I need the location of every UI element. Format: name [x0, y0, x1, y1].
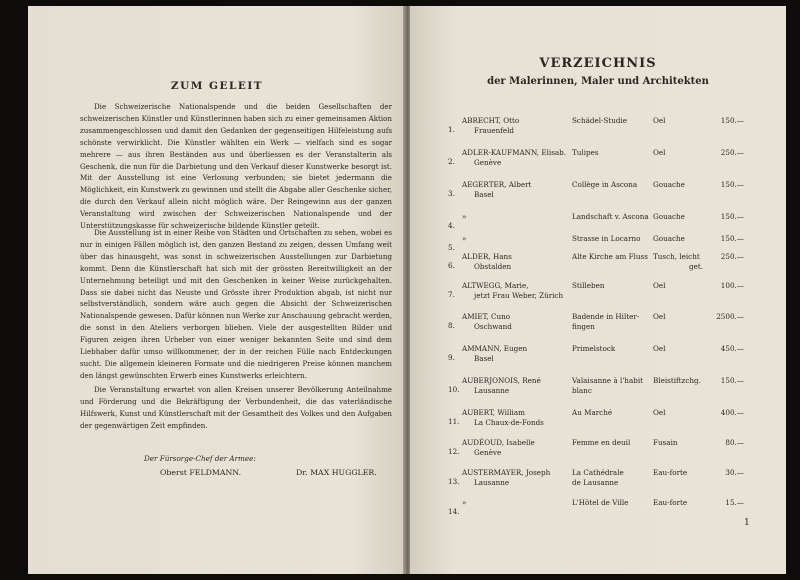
entry-price — [696, 148, 744, 158]
entry-title — [572, 234, 654, 244]
entry-artist — [462, 116, 578, 135]
artist-entry — [410, 344, 786, 372]
entry-price — [696, 438, 744, 448]
entry-number-text: 12. — [448, 447, 460, 456]
artist-place: Genève — [474, 157, 502, 167]
price-value: 150.— — [720, 116, 744, 125]
signature-huggler: Dr. MAX HUGGLER. — [296, 468, 377, 477]
signature-label: Der Fürsorge-Chef der Armee: — [144, 454, 256, 463]
artwork-title: Au Marché — [572, 408, 613, 417]
artist-entry — [410, 312, 786, 340]
artist-name: » — [462, 234, 467, 243]
entry-title — [572, 312, 654, 331]
artwork-title: Tulipes — [572, 148, 599, 157]
entry-number — [448, 290, 455, 300]
technique: Gouache — [653, 234, 685, 243]
entry-title — [572, 116, 654, 126]
artwork-title: Landschaft v. Ascona — [572, 212, 649, 221]
entry-title — [572, 376, 654, 395]
technique: Oel — [653, 281, 666, 290]
entry-title — [572, 281, 654, 291]
technique: Tusch, leicht — [653, 252, 700, 261]
entry-number — [448, 447, 459, 457]
entry-artist — [462, 312, 578, 331]
entry-number — [448, 125, 455, 135]
entry-number — [448, 189, 455, 199]
entry-price — [696, 498, 744, 508]
entry-number-text: 1. — [448, 125, 455, 134]
price-value: 450.— — [720, 344, 744, 353]
price-value: 150.— — [720, 212, 744, 221]
left-page — [28, 6, 407, 574]
index-subtitle: der Malerinnen, Maler und Architekten — [487, 76, 709, 87]
artist-place: Lausanne — [474, 477, 510, 487]
artwork-title-cont: fingen — [572, 321, 595, 331]
artist-entry — [410, 498, 786, 526]
entry-number-text: 8. — [448, 321, 455, 330]
artist-name: ABRECHT, Otto — [462, 116, 520, 125]
artist-entry — [410, 281, 786, 309]
entry-title — [572, 212, 654, 222]
price-value: 150.— — [720, 234, 744, 243]
entry-artist — [462, 468, 578, 487]
artwork-title: Collège in Ascona — [572, 180, 638, 189]
entry-number-text: 13. — [448, 477, 460, 486]
entry-price — [696, 468, 744, 478]
artist-name: » — [462, 212, 467, 221]
artist-name: AEGERTER, Albert — [462, 180, 532, 189]
artist-entry — [410, 376, 786, 404]
artist-place: jetzt Frau Weber, Zürich — [474, 290, 564, 300]
technique: Oel — [653, 148, 666, 157]
entry-title — [572, 408, 654, 418]
price-value: 2500.— — [716, 312, 744, 321]
entry-number — [448, 417, 459, 427]
technique: Eau-forte — [653, 498, 688, 507]
foreword-paragraph-2 — [80, 227, 392, 382]
entry-price — [696, 408, 744, 418]
entry-artist — [462, 234, 578, 244]
entry-number-text: 11. — [448, 417, 460, 426]
artist-place: Obstalden — [474, 261, 512, 271]
paragraph-text: Die Ausstellung ist in einer Reihe von Städten und Ortschaften zu sehen, wobei es nur in einigen Fällen möglich ist, den ganzen Bestand zu zeigen, dessen Umfang weit über das hinausgeht, was sonst in schweizerischen Ausstellungen zur Darbietung kommt. Denn die Künstlerschaft hat sich mit der grössten Bereitwilligkeit an der Unternehmung beteiligt und mit den Geschenken in keiner Weise zurückgehalten. Dass sie dabei nicht das Neuste und Grösste ihrer Produktion abgab, ist nicht nur selbstverständlich, sondern wäre auch gegen die Absicht der Schweizerischen Nationalspende gewesen. Dafür können nun Werke zur Anschauung gebracht werden, die sonst in den Ateliers verborgen blieben. Viele der ausgestellten Bilder und Figuren zeigen ihren Urheber von einer weniger bekannten Seite und sind dem Liebhaber dafür umso willkommener, der in der reichen Fülle nach Entdeckungen sucht. Die allgemein kleineren Formate und die niedrigeren Preise können manchem den längst gewünschten Erwerb eines Kunstwerks erleichtern. — [80, 228, 392, 380]
entry-title — [572, 344, 654, 354]
price-value: 100.— — [720, 281, 744, 290]
entry-number — [448, 385, 459, 395]
entry-price — [696, 234, 744, 244]
entry-artist — [462, 148, 578, 167]
signature-feldmann: Oberst FELDMANN. — [160, 468, 242, 477]
artwork-title: Alte Kirche am Fluss — [572, 252, 648, 261]
right-page — [410, 6, 786, 574]
foreword-paragraph-3 — [80, 384, 392, 432]
foreword-paragraph-1 — [80, 101, 392, 232]
entry-price — [696, 376, 744, 386]
technique: Bleistiftzchg. — [653, 376, 701, 385]
price-value: 30.— — [725, 468, 744, 477]
entry-artist — [462, 252, 578, 271]
entry-number — [448, 353, 455, 363]
entry-title — [572, 498, 654, 508]
entry-number-text: 10. — [448, 385, 460, 394]
artist-place: Lausanne — [474, 385, 510, 395]
artwork-title: Schädel-Studie — [572, 116, 628, 125]
price-value: 15.— — [725, 498, 744, 507]
entry-artist — [462, 408, 578, 427]
entry-price — [696, 212, 744, 222]
entry-artist — [462, 376, 578, 395]
entry-price — [696, 344, 744, 354]
price-value: 250.— — [720, 148, 744, 157]
entry-artist — [462, 498, 578, 508]
artist-place: Oschwand — [474, 321, 512, 331]
technique: Fusain — [653, 438, 678, 447]
artist-entry — [410, 148, 786, 176]
artist-name: AMIET, Cuno — [462, 312, 511, 321]
entry-artist — [462, 180, 578, 199]
price-value: 150.— — [720, 376, 744, 385]
entry-number-text: 6. — [448, 261, 455, 270]
artist-place: La Chaux-de-Fonds — [474, 417, 544, 427]
artist-name: AUSTERMAYER, Joseph — [462, 468, 551, 477]
artwork-title: Femme en deuil — [572, 438, 631, 447]
index-title: VERZEICHNIS — [539, 56, 657, 71]
entry-artist — [462, 212, 578, 222]
artwork-title-cont: de Lausanne — [572, 477, 619, 487]
artwork-title: Primelstock — [572, 344, 616, 353]
entry-title — [572, 468, 654, 487]
artist-entry — [410, 116, 786, 144]
artist-entry — [410, 252, 786, 280]
paragraph-text: Die Schweizerische Nationalspende und die beiden Gesellschaften der schweizerischen Künstler und Künstlerinnen haben sich zu einer gemeinsamen Aktion zusammengeschlossen und damit den Gedanken der gegenseitigen Hilfeleistung aufs schönste verwirklicht. Die Künstler wählten ein Werk — vielfach sind es sogar mehrere — aus ihren Beständen aus und überliessen es der Veranstalterin als Geschenk, die nun für die Darbietung und den Verkauf dieser Kunstwerke besorgt ist. Mit der Ausstellung ist eine Verlosung verbunden; sie bietet jedermann die Möglichkeit, ein Kunstwerk zu gewinnen und stellt die Abgabe aller Geschenke sicher, die durch den Verkauf allein nicht möglich wäre. Der Reingewinn aus der ganzen Veranstaltung wird zwischen der Schweizerischen Nationalspende und der Unterstützungskasse für schweizerische bildende Künstler geteilt. — [80, 102, 393, 231]
artist-name: ADLER-KAUFMANN, Elisab. — [462, 148, 567, 157]
artist-name: AMMANN, Eugen — [462, 344, 528, 353]
technique: Gouache — [653, 212, 685, 221]
price-value: 400.— — [720, 408, 744, 417]
artwork-title: Valaisanne à l'habit — [572, 376, 644, 385]
artist-name: AUBERJONOIS, René — [462, 376, 541, 385]
artist-name: AUDÉOUD, Isabelle — [462, 438, 535, 447]
entry-number-text: 2. — [448, 157, 455, 166]
technique-cont: get. — [689, 261, 704, 271]
entry-number-text: 5. — [448, 243, 455, 252]
entry-number-text: 3. — [448, 189, 455, 198]
entry-number-text: 7. — [448, 290, 455, 299]
entry-artist — [462, 281, 578, 300]
artwork-title: Badende in Hilter- — [572, 312, 640, 321]
artist-name: ALDER, Hans — [462, 252, 512, 261]
entry-number — [448, 321, 455, 331]
technique: Oel — [653, 312, 666, 321]
artist-name: AUBERT, William — [462, 408, 525, 417]
entry-title — [572, 252, 654, 262]
entry-number — [448, 221, 455, 231]
entry-number — [448, 261, 455, 271]
price-value: 150.— — [720, 180, 744, 189]
technique: Gouache — [653, 180, 685, 189]
technique: Oel — [653, 116, 666, 125]
entry-price — [696, 116, 744, 126]
foreword-title: ZUM GELEIT — [170, 80, 264, 92]
artwork-title: L'Hôtel de Ville — [572, 498, 629, 507]
artist-entry — [410, 408, 786, 436]
entry-number-text: 9. — [448, 353, 455, 362]
entry-title — [572, 180, 654, 190]
entry-number — [448, 157, 455, 167]
entry-artist — [462, 438, 578, 457]
entry-artist — [462, 344, 578, 363]
artist-place: Genève — [474, 447, 502, 457]
artwork-title: La Cathédrale — [572, 468, 624, 477]
price-value: 250.— — [720, 252, 744, 261]
artwork-title: Strasse in Locarno — [572, 234, 641, 243]
artist-place: Basel — [474, 353, 494, 363]
entry-number-text: 14. — [448, 507, 460, 516]
entry-number — [448, 507, 459, 517]
artist-entry — [410, 468, 786, 496]
price-value: 80.— — [725, 438, 744, 447]
entry-price — [696, 281, 744, 291]
artist-entry — [410, 438, 786, 466]
technique: Oel — [653, 344, 666, 353]
artwork-title: Stilleben — [572, 281, 605, 290]
artist-name: » — [462, 498, 467, 507]
entry-price — [696, 252, 744, 262]
technique: Eau-forte — [653, 468, 688, 477]
artist-name: ALTWEGG, Marie, — [462, 281, 529, 290]
artist-place: Basel — [474, 189, 494, 199]
artist-entry — [410, 180, 786, 208]
entry-price — [696, 312, 744, 322]
artwork-title-cont: blanc — [572, 385, 592, 395]
entry-number-text: 4. — [448, 221, 455, 230]
artist-place: Frauenfeld — [474, 125, 515, 135]
entry-price — [696, 180, 744, 190]
paragraph-text: Die Veranstaltung erwartet von allen Kreisen unserer Bevölkerung Anteilnahme und Förderung und die Bekräftigung der Verbundenheit, die das vaterländische Hilfswerk, Kunst und Künstlerschaft mit der Gesamtheit des Volkes und den Aufgaben der gegenwärtigen Zeit empfinden. — [80, 385, 392, 430]
entry-title — [572, 438, 654, 448]
page-number: 1 — [744, 518, 750, 528]
entry-number — [448, 477, 459, 487]
entry-title — [572, 148, 654, 158]
technique: Oel — [653, 408, 666, 417]
